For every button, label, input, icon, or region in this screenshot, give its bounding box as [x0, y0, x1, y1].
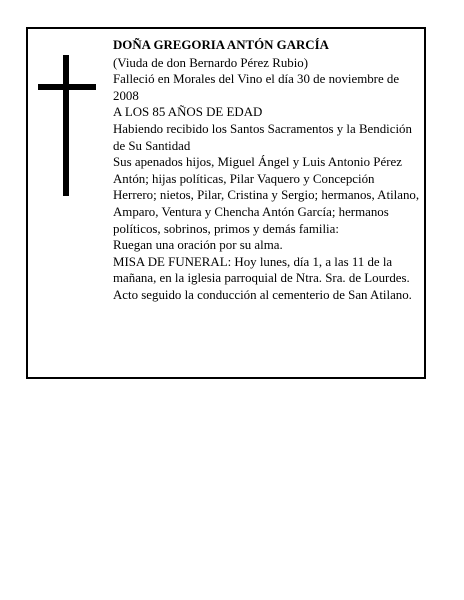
funeral-details: MISA DE FUNERAL: Hoy lunes, día 1, a las 11 de la mañana, en la iglesia parroquial de Ntra. Sra. de Lourdes. Acto seguido la conducción al cementerio de San Atilano. [113, 254, 412, 302]
obituary-text [113, 37, 421, 304]
prayer-request: Ruegan una oración por su alma. [113, 238, 283, 253]
family-list: Sus apenados hijos, Miguel Ángel y Luis Antonio Pérez Antón; hijas políticas, Pilar Vaquero y Concepción Herrero; nietos, Pilar, Cristina y Sergio; hermanos, Atilano, Amparo, Ventura y Chencha Antón García; hermanos políticos, sobrinos, primos y demás familia: [113, 155, 420, 236]
age-line: A LOS 85 AÑOS DE EDAD [113, 105, 263, 120]
sacraments-line: Habiendo recibido los Santos Sacramentos y la Bendición de Su Santidad [113, 121, 412, 153]
cross-icon-bar [38, 84, 96, 90]
deceased-name: DOÑA GREGORIA ANTÓN GARCÍA [113, 38, 329, 52]
death-info: Falleció en Morales del Vino el día 30 de noviembre de 2008 [113, 72, 400, 103]
cross-icon [63, 55, 69, 196]
widow-note: (Viuda de don Bernardo Pérez Rubio) [113, 55, 309, 70]
